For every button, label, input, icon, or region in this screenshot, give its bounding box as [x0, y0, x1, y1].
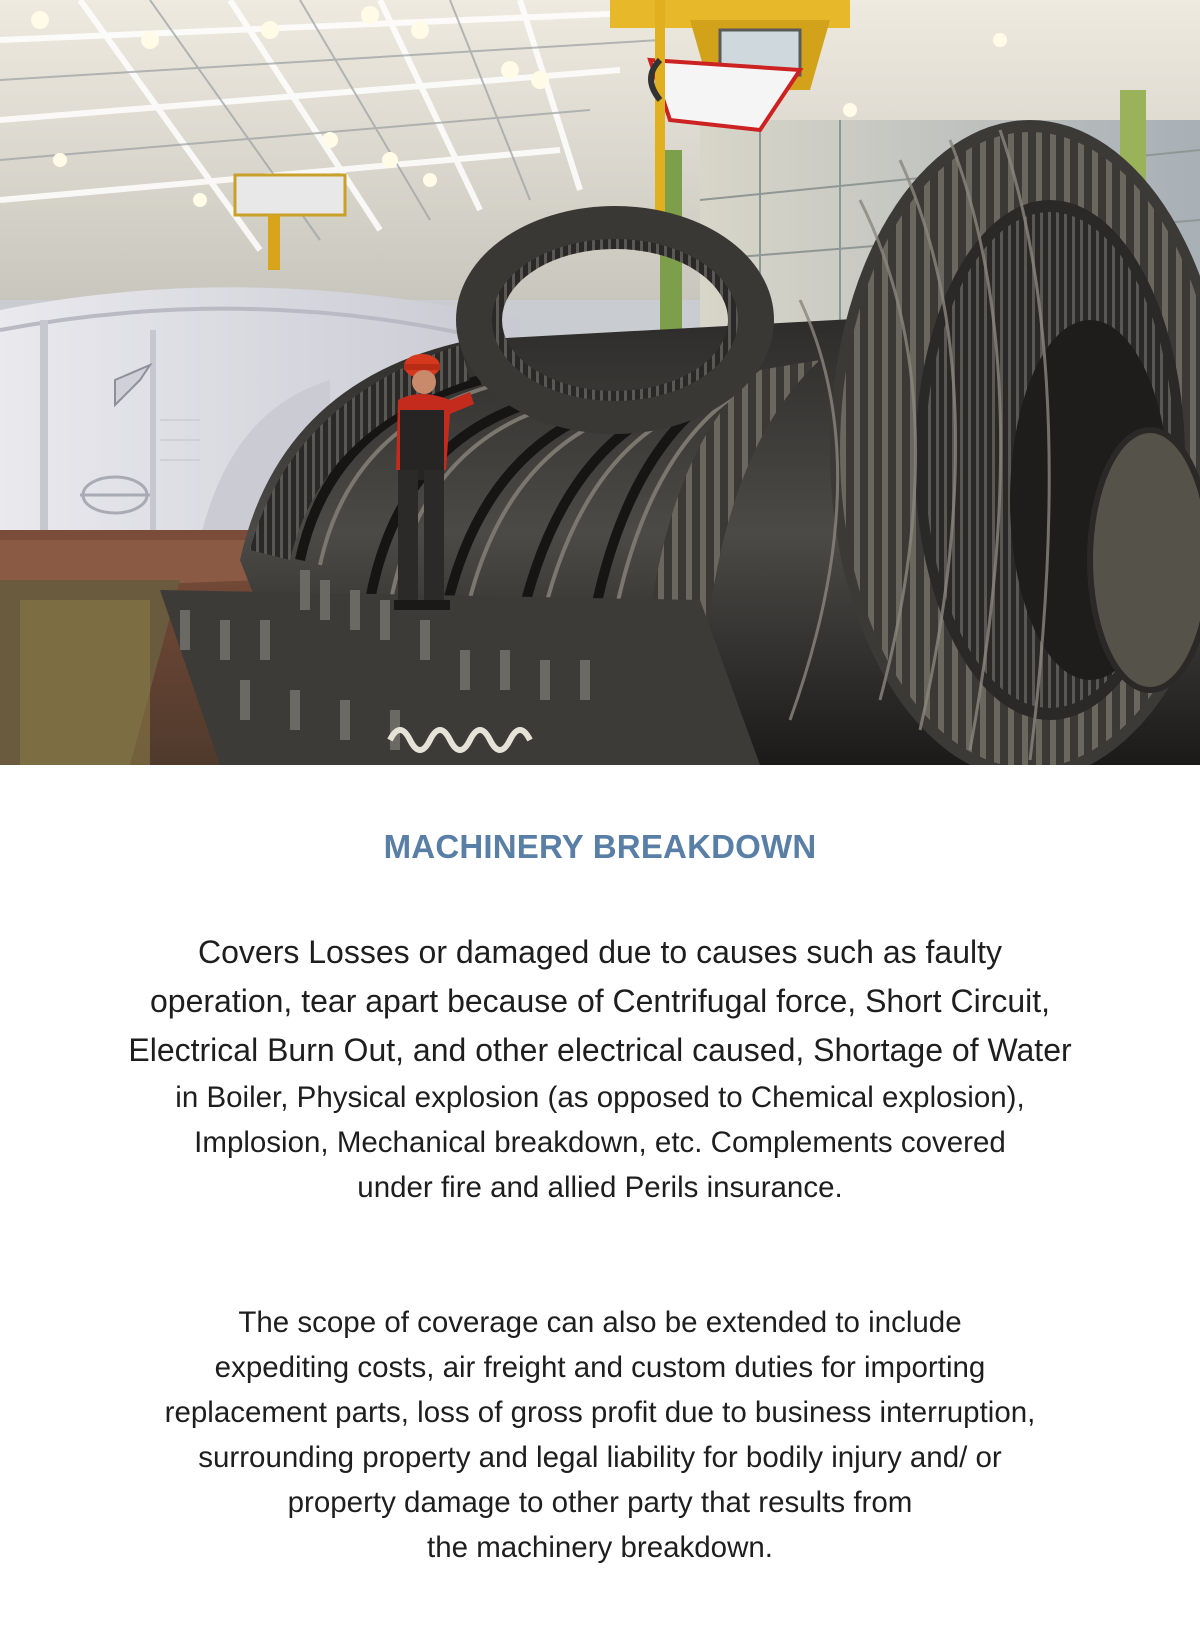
paragraph-line: operation, tear apart because of Centrifugal force, Short Circuit, [149, 983, 1051, 1019]
paragraph-line: property damage to other party that results from [287, 1486, 913, 1519]
coverage-extension [60, 1300, 1140, 1570]
paragraph-line: under fire and allied Perils insurance. [357, 1171, 843, 1204]
paragraph-line: Implosion, Mechanical breakdown, etc. Complements covered [194, 1126, 1006, 1159]
paragraph-line: expediting costs, air freight and custom duties for importing [214, 1351, 986, 1384]
paragraph-line: the machinery breakdown. [427, 1531, 773, 1564]
hero-image [0, 0, 1200, 765]
paragraph-line: Covers Losses or damaged due to causes such as faulty [198, 934, 1002, 970]
paragraph-line: surrounding property and legal liability for bodily injury and/ or [198, 1441, 1002, 1474]
paragraph-line: Electrical Burn Out, and other electrical caused, Shortage of Water [128, 1032, 1072, 1068]
turbine-rotor-illustration [0, 0, 1200, 765]
paragraph-line: The scope of coverage can also be extended to include [238, 1306, 962, 1339]
paragraph-line: replacement parts, loss of gross profit due to business interruption, [164, 1396, 1036, 1429]
paragraph-line: in Boiler, Physical explosion (as opposed to Chemical explosion), [175, 1081, 1025, 1114]
page-title: MACHINERY BREAKDOWN [383, 828, 817, 865]
coverage-description [60, 928, 1140, 1210]
